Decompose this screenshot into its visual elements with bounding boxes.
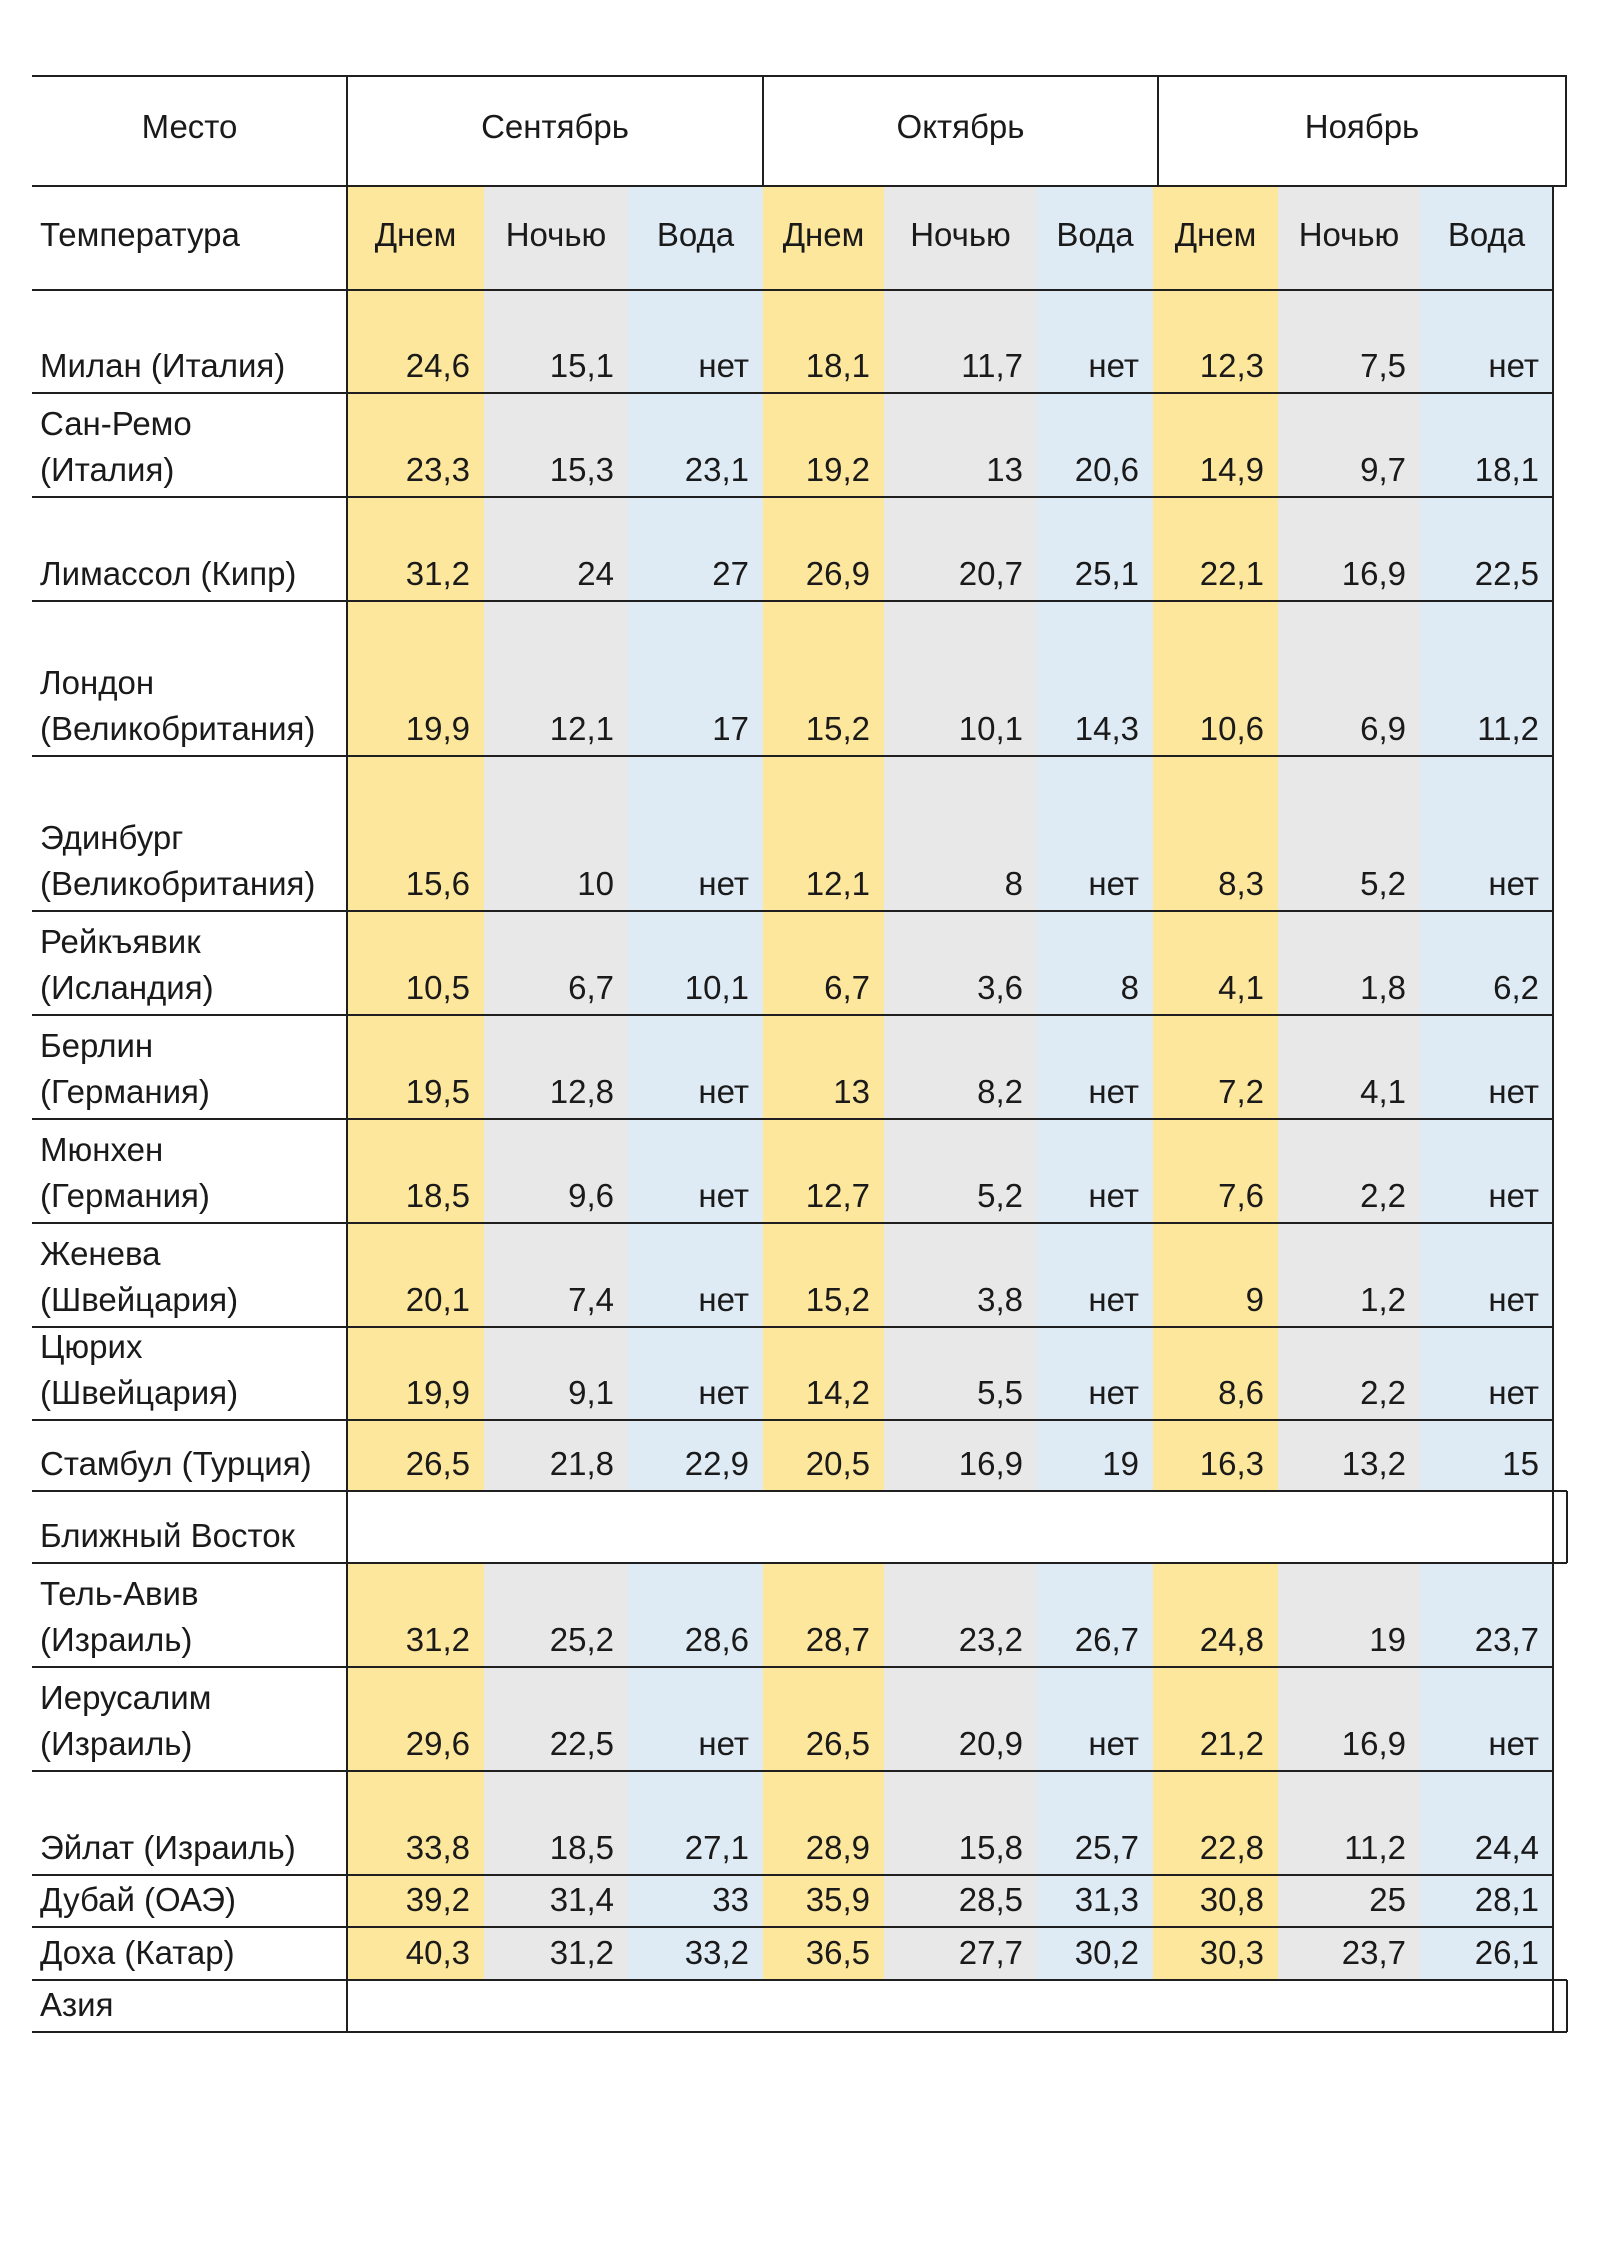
table-cell: 27,7 [958,1934,1023,1971]
header-subcolumn: Днем [782,216,865,253]
table-cell: 20,5 [805,1445,870,1482]
table-cell: 3,8 [977,1281,1023,1318]
table-cell: нет [698,865,749,902]
table-cell: 25,1 [1074,555,1139,592]
grid-line-horizontal [32,75,1567,77]
table-cell: 1,8 [1360,969,1406,1006]
table-cell: 22,1 [1199,555,1264,592]
place-name: (Германия) [40,1177,210,1214]
table-cell: нет [1488,865,1539,902]
table-cell: 39,2 [405,1881,470,1918]
table-cell: 3,6 [977,969,1023,1006]
table-cell: 10,6 [1199,710,1264,747]
table-cell: нет [698,347,749,384]
table-cell: нет [698,1177,749,1214]
table-cell: 15,3 [549,451,614,488]
grid-line-horizontal [32,1490,1567,1492]
table-cell: 14,3 [1074,710,1139,747]
table-cell: 33,2 [684,1934,749,1971]
table-cell: нет [698,1073,749,1110]
grid-line-vertical [1565,76,1567,186]
grid-line-horizontal [32,1326,1553,1328]
table-cell: 24,8 [1199,1621,1264,1658]
place-name: Мюнхен [40,1131,164,1168]
table-cell: 13 [833,1073,870,1110]
table-cell: 36,5 [805,1934,870,1971]
table-cell: 23,7 [1474,1621,1539,1658]
place-name: (Швейцария) [40,1374,239,1411]
header-month: Октябрь [896,108,1025,145]
table-cell: 25 [1369,1881,1406,1918]
place-name: Стамбул (Турция) [40,1445,312,1482]
table-cell: 26,9 [805,555,870,592]
table-cell: нет [1088,1725,1139,1762]
table-cell: 15 [1502,1445,1539,1482]
table-cell: 13,2 [1341,1445,1406,1482]
table-cell: 12,1 [805,865,870,902]
table-cell: 26,1 [1474,1934,1539,1971]
table-cell: 35,9 [805,1881,870,1918]
table-cell: 22,5 [1474,555,1539,592]
grid-line-horizontal [32,2031,1567,2033]
place-name: Берлин [40,1027,154,1064]
header-temperature: Температура [40,216,240,253]
table-cell: 15,8 [958,1829,1023,1866]
table-cell: 2,2 [1360,1177,1406,1214]
table-cell: нет [1088,1177,1139,1214]
grid-line-horizontal [32,1926,1553,1928]
table-cell: 10,1 [684,969,749,1006]
place-name: (Великобритания) [40,865,316,902]
table-cell: 28,7 [805,1621,870,1658]
table-cell: 31,2 [405,1621,470,1658]
table-cell: 40,3 [405,1934,470,1971]
header-month: Сентябрь [481,108,629,145]
table-cell: нет [1088,347,1139,384]
table-cell: 11,2 [1344,1829,1406,1866]
table-cell: 8 [1120,969,1139,1006]
table-cell: 30,3 [1199,1934,1264,1971]
table-cell: 20,9 [958,1725,1023,1762]
table-cell: 27 [712,555,749,592]
header-subcolumn: Днем [374,216,457,253]
table-cell: 6,7 [568,969,614,1006]
table-cell: 18,5 [405,1177,470,1214]
grid-line-horizontal [32,1562,1567,1564]
header-subcolumn: Вода [656,216,735,253]
table-cell: 16,9 [1341,1725,1406,1762]
place-name: (Израиль) [40,1621,193,1658]
table-cell: 24,6 [405,347,470,384]
header-subcolumn: Вода [1447,216,1526,253]
table-cell: 14,9 [1199,451,1264,488]
grid-line-horizontal [32,289,1553,291]
table-cell: 23,1 [684,451,749,488]
table-cell: 9 [1245,1281,1264,1318]
table-cell: 28,5 [958,1881,1023,1918]
table-cell: 21,2 [1199,1725,1264,1762]
table-cell: 25,7 [1074,1829,1139,1866]
table-cell: 12,1 [549,710,614,747]
place-name: (Швейцария) [40,1281,239,1318]
table-cell: 19,9 [405,1374,470,1411]
header-subcolumn: Днем [1174,216,1257,253]
table-cell: 19,5 [405,1073,470,1110]
table-cell: 9,7 [1360,451,1406,488]
table-cell: 23,7 [1341,1934,1406,1971]
table-cell: 19,2 [805,451,870,488]
table-cell: 22,5 [549,1725,614,1762]
grid-line-vertical [1157,76,1159,186]
table-cell: нет [698,1281,749,1318]
table-cell: 19 [1369,1621,1406,1658]
table-cell: 4,1 [1360,1073,1406,1110]
table-cell: 23,2 [958,1621,1023,1658]
header-subcolumn: Вода [1056,216,1134,253]
section-label: Азия [40,1986,114,2023]
grid-line-horizontal [32,1222,1553,1224]
table-cell: нет [1088,1281,1139,1318]
table-cell: 7,4 [568,1281,614,1318]
place-name: Эдинбург [40,819,184,856]
table-cell: 29,6 [405,1725,470,1762]
grid-line-horizontal [32,1014,1553,1016]
place-name: Дубай (ОАЭ) [40,1881,236,1918]
table-cell: 1,2 [1360,1281,1406,1318]
place-name: Цюрих [40,1328,143,1365]
table-cell: 26,7 [1074,1621,1139,1658]
table-cell: нет [1488,1281,1539,1318]
grid-line-horizontal [32,755,1553,757]
table-cell: 13 [986,451,1023,488]
table-cell: 8,3 [1218,865,1264,902]
table-cell: нет [1088,1374,1139,1411]
table-cell: 26,5 [805,1725,870,1762]
grid-line-horizontal [32,1979,1567,1981]
grid-line-horizontal [32,1118,1553,1120]
table-cell: 12,8 [549,1073,614,1110]
table-cell: 10,5 [405,969,470,1006]
table-cell: 14,2 [805,1374,870,1411]
grid-line-vertical [1552,186,1554,2032]
place-name: Рейкъявик [40,923,201,960]
table-cell: 25,2 [549,1621,614,1658]
table-cell: 24 [577,555,614,592]
table-cell: 5,5 [977,1374,1023,1411]
table-cell: 20,6 [1074,451,1139,488]
table-cell: 8 [1004,865,1023,902]
grid-line-horizontal [32,1419,1553,1421]
table-cell: нет [1488,1073,1539,1110]
table-cell: нет [1488,1177,1539,1214]
table-cell: 18,1 [805,347,870,384]
table-cell: 21,8 [549,1445,614,1482]
header-subcolumn: Ночью [910,216,1011,253]
table-cell: 30,2 [1074,1934,1139,1971]
table-cell: 6,9 [1360,710,1406,747]
table-cell: 18,1 [1474,451,1539,488]
grid-line-horizontal [32,496,1553,498]
table-cell: нет [1488,1374,1539,1411]
table-cell: 31,4 [549,1881,614,1918]
place-name: (Исландия) [40,969,214,1006]
grid-line-horizontal [32,1770,1553,1772]
table-cell: 31,3 [1074,1881,1139,1918]
grid-line-vertical [762,76,764,186]
table-cell: 5,2 [977,1177,1023,1214]
table-cell: 22,8 [1199,1829,1264,1866]
table-cell: 16,3 [1199,1445,1264,1482]
grid-line-horizontal [32,392,1553,394]
table-cell: 11,2 [1477,710,1539,747]
grid-line-vertical [346,76,348,2032]
place-name: Эйлат (Израиль) [40,1829,296,1866]
table-cell: 27,1 [684,1829,749,1866]
table-cell: нет [1088,1073,1139,1110]
table-cell: 8,2 [977,1073,1023,1110]
table-cell: 22,9 [684,1445,749,1482]
header-month: Ноябрь [1304,108,1420,145]
grid-line-horizontal [32,910,1553,912]
place-name: (Великобритания) [40,710,316,747]
place-name: (Израиль) [40,1725,193,1762]
grid-line-horizontal [32,185,1567,187]
table-cell: 28,6 [684,1621,749,1658]
table-cell: 24,4 [1474,1829,1539,1866]
table-cell: 28,1 [1474,1881,1539,1918]
table-cell: 28,9 [805,1829,870,1866]
table-cell: 33,8 [405,1829,470,1866]
table-cell: 30,8 [1199,1881,1264,1918]
table-cell: 7,5 [1360,347,1406,384]
table-cell: 31,2 [549,1934,614,1971]
place-name: (Италия) [40,451,175,488]
table-cell: 26,5 [405,1445,470,1482]
table-cell: 2,2 [1360,1374,1406,1411]
table-cell: 15,6 [405,865,470,902]
table-cell: нет [1488,347,1539,384]
table-cell: 12,7 [805,1177,870,1214]
table-cell: 18,5 [549,1829,614,1866]
table-cell: 7,6 [1218,1177,1264,1214]
table-cell: 4,1 [1218,969,1264,1006]
place-name: Милан (Италия) [40,347,286,384]
table-cell: 17 [712,710,749,747]
table-cell: 15,2 [805,1281,870,1318]
table-cell: 6,2 [1493,969,1539,1006]
grid-line-horizontal [32,1874,1553,1876]
table-cell: 10 [577,865,614,902]
table-cell: нет [1088,865,1139,902]
table-cell: 15,1 [549,347,614,384]
table-cell: 9,1 [568,1374,614,1411]
place-name: Лондон [40,664,155,701]
table-cell: нет [698,1374,749,1411]
table-cell: 7,2 [1218,1073,1264,1110]
place-name: (Германия) [40,1073,210,1110]
table-cell: 31,2 [405,555,470,592]
table-cell: нет [698,1725,749,1762]
table-cell: 19 [1102,1445,1139,1482]
table-cell: 20,1 [405,1281,470,1318]
place-name: Доха (Катар) [40,1934,235,1971]
grid-line-horizontal [32,1666,1553,1668]
header-place: Место [141,108,238,145]
grid-line-vertical [1566,1980,1568,2032]
place-name: Женева [40,1235,161,1272]
table-cell: 9,6 [568,1177,614,1214]
table-cell: 20,7 [958,555,1023,592]
place-name: Тель-Авив [40,1575,199,1612]
place-name: Сан-Ремо [40,405,192,442]
place-name: Лимассол (Кипр) [40,555,297,592]
table-cell: 5,2 [1360,865,1406,902]
table-cell: 12,3 [1199,347,1264,384]
table-cell: 16,9 [958,1445,1023,1482]
table-cell: 19,9 [405,710,470,747]
grid-line-horizontal [32,600,1553,602]
table-cell: 10,1 [958,710,1023,747]
header-subcolumn: Ночью [505,216,607,253]
table-cell: 15,2 [805,710,870,747]
section-label: Ближный Восток [40,1517,295,1554]
table-cell: 23,3 [405,451,470,488]
grid-line-vertical [1566,1491,1568,1563]
table-cell: 33 [712,1881,749,1918]
header-subcolumn: Ночью [1298,216,1400,253]
place-name: Иерусалим [40,1679,212,1716]
table-cell: 8,6 [1218,1374,1264,1411]
table-cell: 11,7 [961,347,1023,384]
table-cell: нет [1488,1725,1539,1762]
table-cell: 6,7 [824,969,870,1006]
table-cell: 16,9 [1341,555,1406,592]
